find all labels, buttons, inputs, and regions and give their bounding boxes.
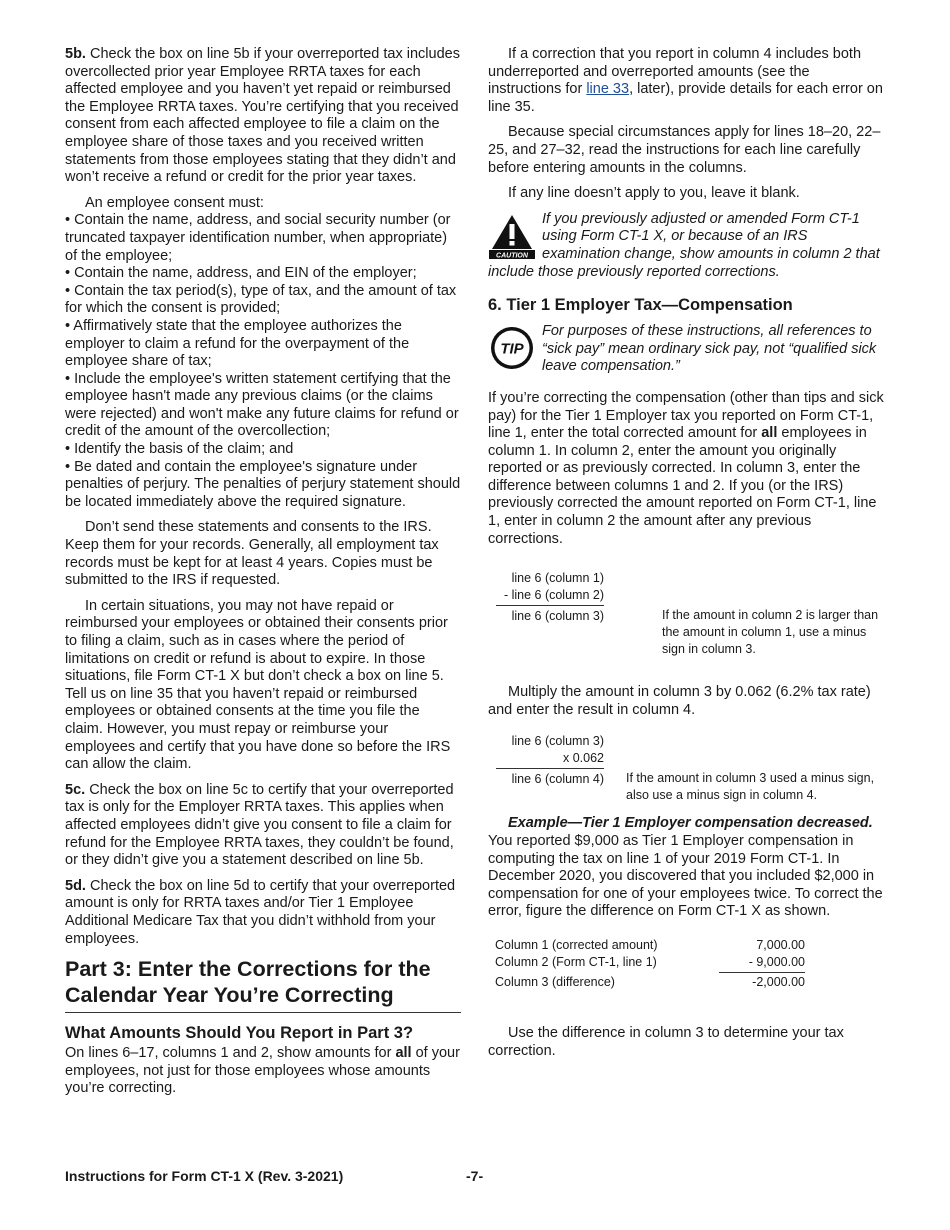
multiply-paragraph: Multiply the amount in column 3 by 0.062 (6.2% tax rate) and enter the result in column 4. — [488, 684, 871, 718]
table-rule — [719, 972, 805, 973]
list-item: • Contain the name, address, and social security number (or truncated taxpayer identification number, when appropriate) of the employee; — [65, 212, 451, 264]
paragraph-5d — [65, 878, 461, 948]
table-cell-label: Column 3 (difference) — [495, 975, 615, 989]
right-column — [488, 46, 886, 1068]
table-cell-label: Column 1 (corrected amount) — [495, 938, 658, 952]
leave-blank-paragraph: If any line doesn’t apply to you, leave it blank. — [508, 185, 800, 202]
caution-text: If you previously adjusted or amended Form CT-1 using Form CT-1 X, or because of an IRS examination change, show amounts in column 2 that include those previously reported corrections. — [488, 210, 880, 280]
paragraph-5b — [65, 46, 461, 187]
part3-heading: Part 3: Enter the Corrections for the Calendar Year You’re Correcting — [65, 956, 461, 1013]
table-cell-value: - 9,000.00 — [748, 955, 805, 969]
text-5b: Check the box on line 5b if your overreported tax includes overcollected prior year Employee RRTA taxes for each affected employee and you haven’t yet repaid or reimbursed the Employee RRTA taxes. You’re certifying that you received consent from each affected employee to file a claim on the employee share of those taxes and you received written statements from those employees stating that they didn’t and won’t receive a refund or credit for the prior year taxes. — [65, 46, 460, 186]
section-6-heading: 6. Tier 1 Employer Tax—Compensation — [488, 296, 793, 315]
calc1-line2: - line 6 (column 2) — [503, 588, 604, 603]
tip-icon — [488, 325, 536, 371]
bold-all: all — [761, 425, 778, 442]
table-row — [495, 954, 805, 971]
list-item: • Identify the basis of the claim; and — [65, 441, 294, 458]
left-column — [65, 46, 461, 1106]
list-item: • Include the employee's written statement certifying that the employee hasn't made any previous claims (or the claims were rejected) and won't make any future claims for refund or credit of the amount of the overcollection; — [65, 370, 459, 440]
what-amounts-heading: What Amounts Should You Report in Part 3? — [65, 1024, 414, 1043]
list-item: • Contain the tax period(s), type of tax, and the amount of tax for which the consent is provided; — [65, 282, 457, 317]
calculation-column-4 — [488, 733, 886, 815]
text-fragment: On lines 6–17, columns 1 and 2, show amounts for — [65, 1045, 396, 1062]
example-label: Example—Tier 1 Employer compensation decreased. — [508, 815, 873, 832]
calc2-line1: line 6 (column 3) — [511, 734, 604, 749]
special-circumstances-paragraph: Because special circumstances apply for lines 18–20, 22–25, and 27–32, read the instructions for each line carefully before entering amounts in the columns. — [488, 124, 881, 176]
text-5d: Check the box on line 5d to certify that your overreported amount is only for RRTA taxes and/or Tier 1 Employee Additional Medicare Tax that you didn’t withhold from your employees. — [65, 877, 456, 947]
text-fragment: , later), provide details for each error on line 35. — [488, 81, 883, 115]
calculation-column-3 — [488, 570, 886, 674]
calc2-line2: x 0.062 — [562, 751, 604, 766]
label-5b: 5b. — [65, 46, 86, 62]
list-item: • Be dated and contain the employee's signature under penalties of perjury. The penalties of perjury statement should be located immediately above the required signature. — [65, 458, 461, 510]
list-item: • Contain the name, address, and EIN of the employer; — [65, 265, 417, 282]
tip-text: For purposes of these instructions, all references to “sick pay” mean ordinary sick pay, not “qualified sick leave compensation.” — [542, 323, 877, 375]
calc1-line1: line 6 (column 1) — [511, 571, 604, 586]
example-paragraph — [488, 815, 886, 921]
consent-intro: An employee consent must: — [85, 194, 264, 211]
paragraph-5c — [65, 782, 461, 870]
text-fragment: employees in column 1. In column 2, enter the amount you originally reported or as previously corrected. In column 3, enter the difference between columns 1 and 2. If you (or the IRS) previously corrected the amount reported on Form CT-1, line 1, enter in column 2 the amount after any previous corrections. — [488, 425, 877, 547]
label-5d: 5d. — [65, 877, 86, 894]
certain-situations-paragraph: In certain situations, you may not have repaid or reimbursed your employees or obtained their consents prior to filing a claim, such as in cases where the period of limitations on credit or refund is about to expire. In those situations, file Form CT-1 X but don’t check a box on line 5. Tell us on line 35 that you haven’t repaid or reimbursed employees or obtained consents at the time you file the claim. However, you must repay or reimburse your employees and certify that you have done so before the IRS can allow the claim. — [65, 597, 451, 773]
compensation-paragraph — [488, 390, 886, 548]
caution-icon-label: CAUTION — [496, 252, 528, 259]
label-5c: 5c. — [65, 781, 86, 798]
correction-paragraph — [488, 46, 886, 116]
text-fragment: If you’re correcting the compensation (other than tips and sick pay) for the Tier 1 Employer tax you reported on Form CT-1, line 1, enter the total corrected amount for — [488, 389, 884, 442]
tip-icon-label: TIP — [500, 340, 524, 358]
tip-note — [488, 323, 886, 376]
list-item: • Affirmatively state that the employee authorizes the employer to claim a refund for the overpayment of the employee share of tax; — [65, 317, 410, 370]
dont-send-paragraph: Don’t send these statements and consents to the IRS. Keep them for your records. Generally, all employment tax records must be kept for at least 4 years. Copies must be submitted to the IRS if requested. — [65, 519, 439, 589]
consent-bullet-list — [65, 212, 461, 511]
calc1-note: If the amount in column 2 is larger than the amount in column 1, use a minus sign in column 3. — [662, 608, 879, 657]
line-33-link[interactable]: line 33 — [586, 81, 630, 98]
what-amounts-paragraph — [65, 1045, 461, 1098]
text-fragment: of your employees, not just for those employees whose amounts you’re correcting. — [65, 1045, 460, 1097]
footer-title: Instructions for Form CT-1 X (Rev. 3-2021) — [65, 1168, 344, 1184]
text-5c: Check the box on line 5c to certify that your overreported tax is only for the Employer RRTA taxes. This applies when affected employees didn’t give you consent to file a claim for refund for the Employee RRTA taxes, they couldn’t be found, or they didn’t give you a statement described on line 5b. — [65, 781, 454, 869]
caution-icon — [488, 213, 536, 259]
calc2-line3: line 6 (column 4) — [496, 768, 604, 788]
table-cell-value: 7,000.00 — [756, 938, 805, 952]
table-row — [495, 937, 805, 954]
bold-all: all — [395, 1045, 412, 1062]
page-number: -7- — [466, 1168, 484, 1184]
table-row — [495, 974, 805, 991]
calc1-line3: line 6 (column 3) — [496, 605, 604, 625]
use-difference-paragraph: Use the difference in column 3 to determine your tax correction. — [488, 1025, 844, 1059]
example-text: You reported $9,000 as Tier 1 Employer compensation in computing the tax on line 1 of your 2019 Form CT-1. In December 2020, you discovered that you included $2,000 in compensation for one of your employees twice. To correct the error, figure the difference on Form CT-1 X as shown. — [488, 833, 883, 920]
calc2-note: If the amount in column 3 used a minus sign, also use a minus sign in column 4. — [626, 771, 875, 803]
caution-note — [488, 211, 886, 281]
table-cell-label: Column 2 (Form CT-1, line 1) — [495, 955, 657, 969]
text-fragment: If a correction that you report in column 4 includes both underreported and overreported amounts (see the instructions for — [488, 46, 862, 98]
example-table — [495, 937, 805, 991]
table-cell-value: -2,000.00 — [752, 975, 805, 989]
